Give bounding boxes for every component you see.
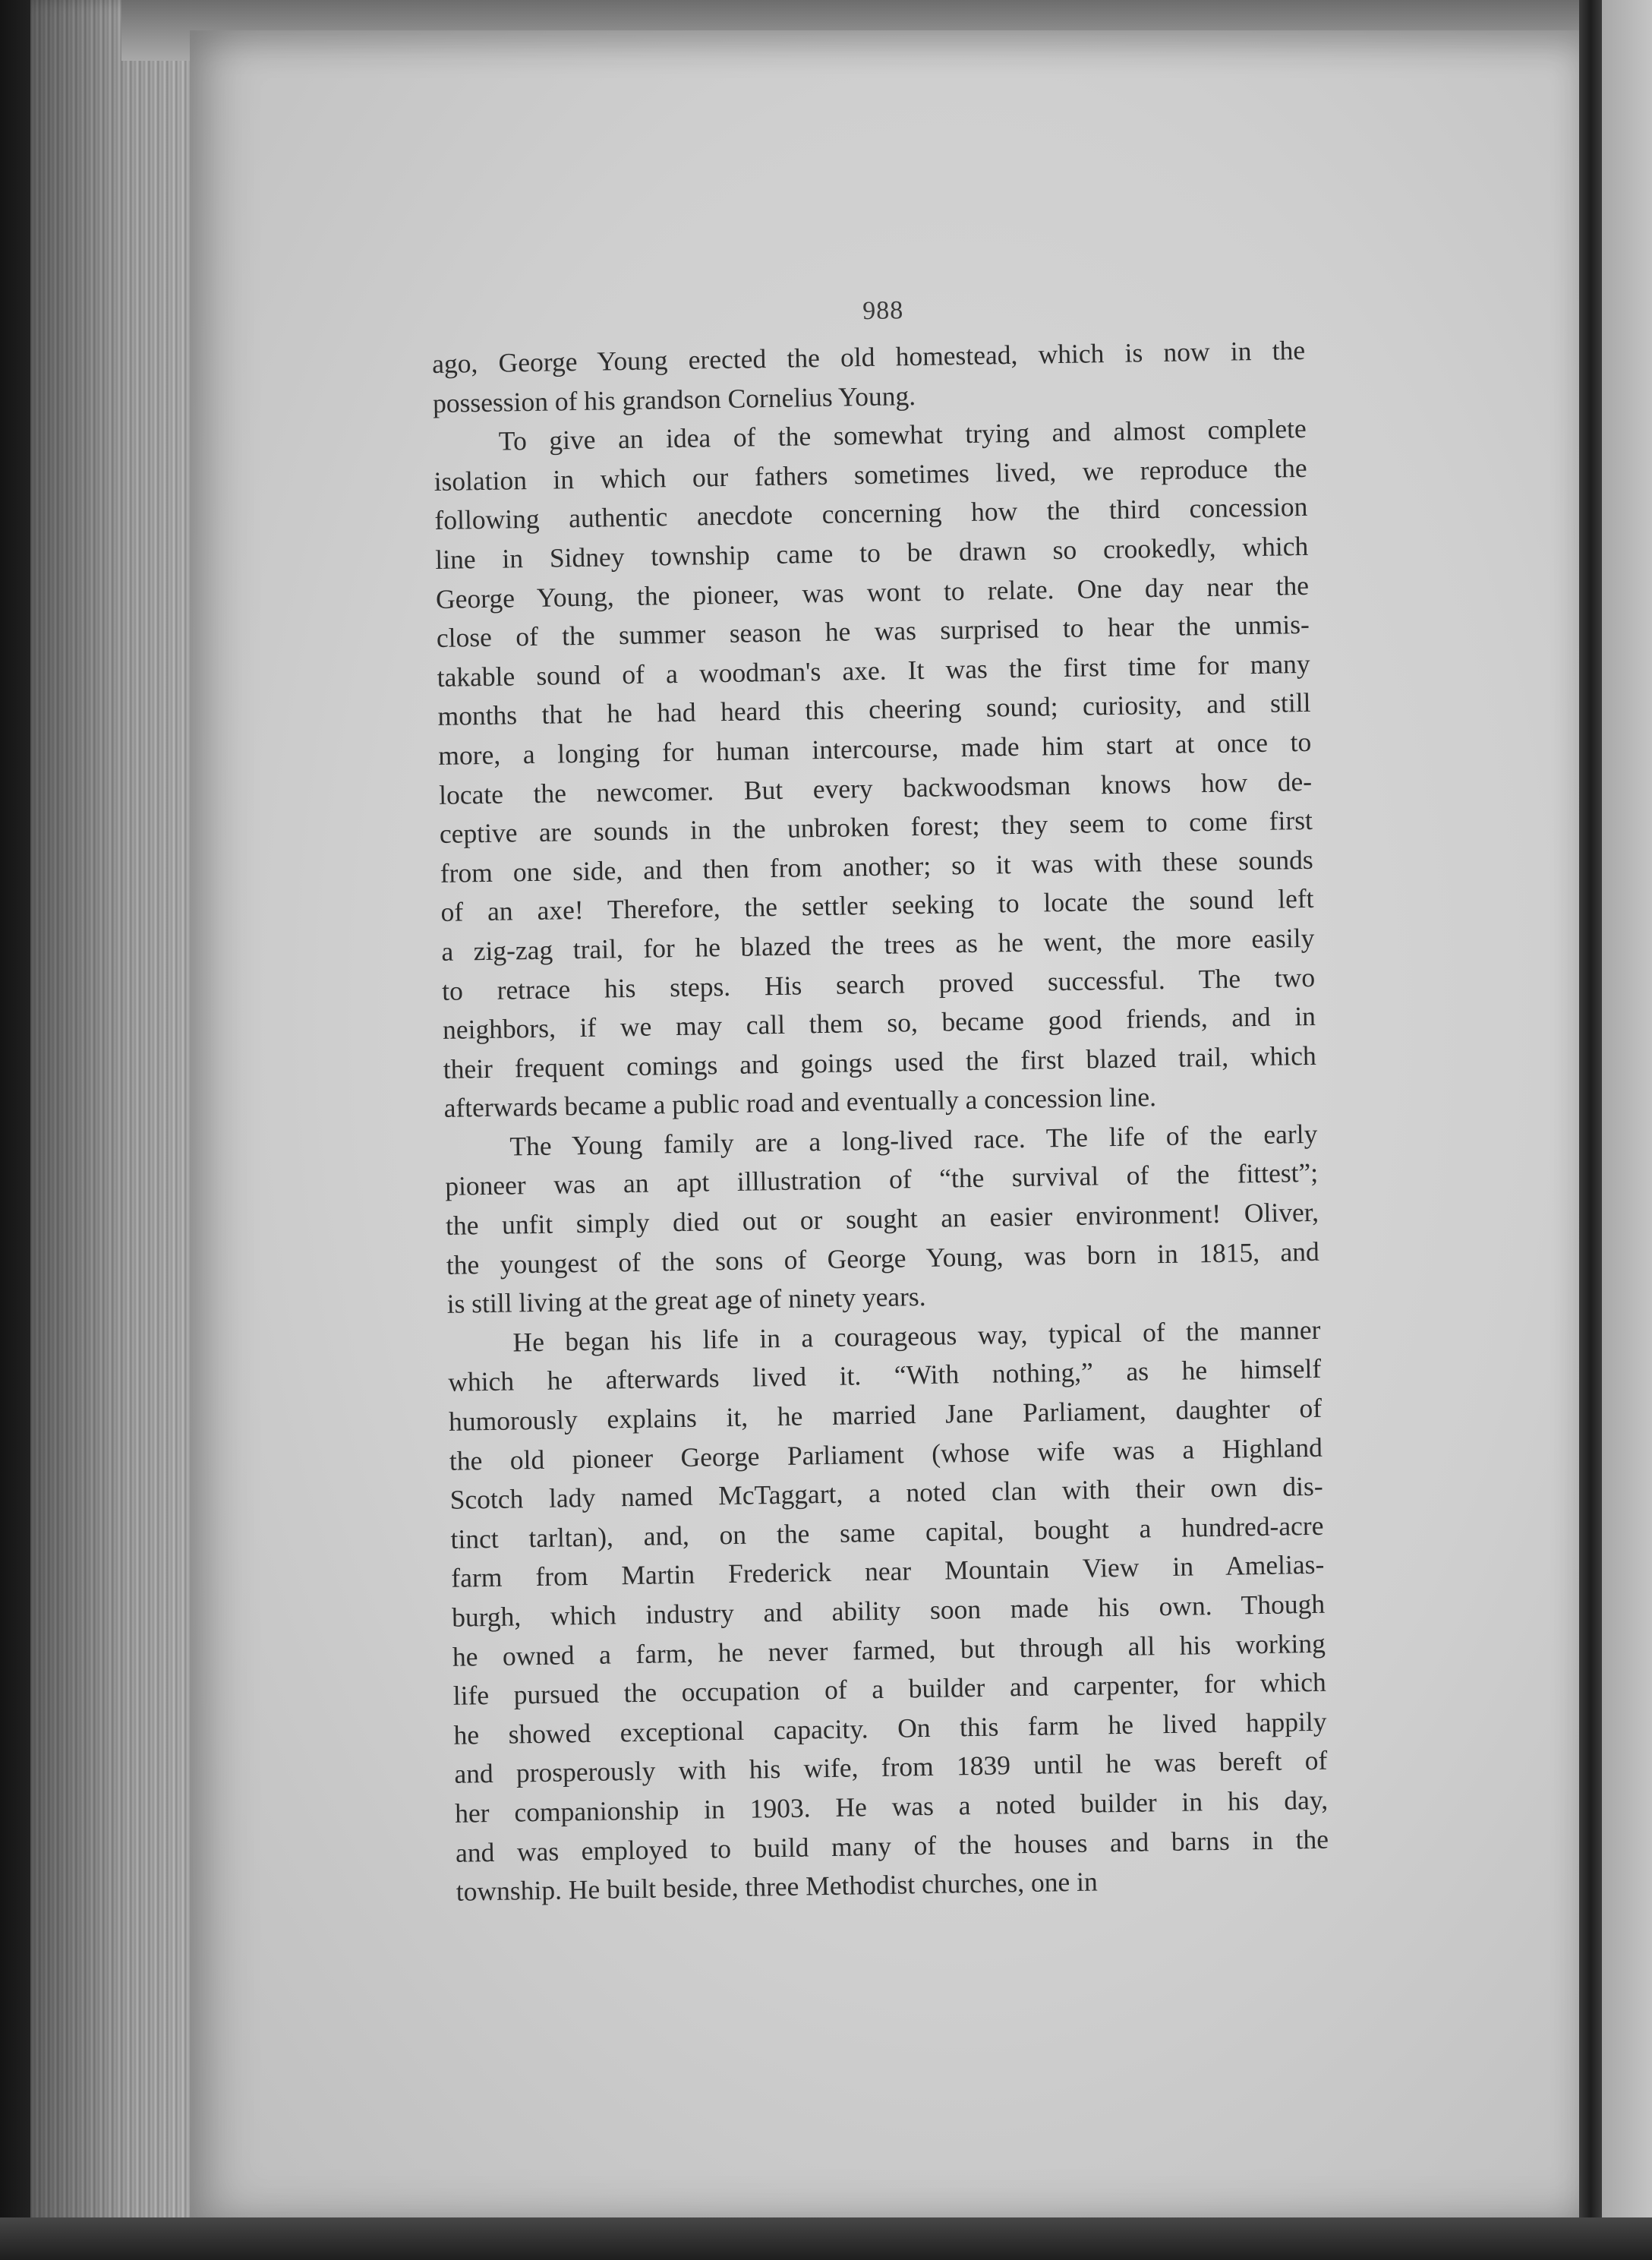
text-line: the old pioneer George Parliament (whose wife was a Highland (449, 1431, 1323, 1476)
paragraph (447, 1311, 1329, 1912)
paragraph (444, 1115, 1320, 1324)
text-line: Scotch lady named McTaggart, a noted clan with their own dis- (449, 1470, 1323, 1516)
paragraph (432, 331, 1306, 423)
text-line: close of the summer season he was surprised to hear the unmis- (436, 609, 1310, 654)
text-line: possession of his grandson Cornelius Young. (432, 380, 916, 418)
text-line: neighbors, if we may call them so, became good friends, and in (442, 1000, 1316, 1045)
text-line: isolation in which our fathers sometimes lived, we reproduce the (433, 452, 1307, 497)
text-line: to retrace his steps. His search proved successful. The two (441, 961, 1316, 1006)
text-line: following authentic anecdote concerning how the third concession (434, 491, 1308, 536)
text-line: their frequent comings and goings used the first blazed trail, which (443, 1040, 1317, 1084)
text-line: tinct tarltan), and, on the same capital, bought a hundred-acre (450, 1510, 1324, 1555)
bottom-shadow (0, 2217, 1652, 2260)
text-line: a zig-zag trail, for he blazed the trees as he went, the more easily (441, 922, 1315, 967)
text-line: from one side, and then from another; so it was with these sounds (440, 844, 1313, 889)
text-line: which he afterwards lived it. “With nothing,” as he himself (447, 1353, 1322, 1398)
text-line: burgh, which industry and ability soon made his own. Though (451, 1588, 1326, 1633)
paragraphs-container (432, 331, 1329, 1912)
facing-page-edge (1602, 0, 1652, 2260)
text-line: afterwards became a public road and eventually a concession line. (443, 1081, 1157, 1124)
text-line: her companionship in 1903. He was a noted builder in his day, (454, 1784, 1329, 1829)
text-line: he owned a farm, he never farmed, but through all his working (452, 1627, 1326, 1672)
paragraph (433, 409, 1316, 1128)
text-line: He began his life in a courageous way, typical of the manner (512, 1314, 1321, 1358)
text-line: and prosperously with his wife, from 1839 until he was bereft of (454, 1745, 1328, 1790)
text-line: farm from Martin Frederick near Mountain View in Amelias- (451, 1549, 1325, 1594)
text-line: is still living at the great age of ninety years. (446, 1281, 926, 1320)
text-line: more, a longing for human intercourse, made him start at once to (438, 726, 1312, 771)
text-line: he showed exceptional capacity. On this farm he lived happily (453, 1706, 1327, 1750)
text-line: township. He built beside, three Methodist churches, one in (456, 1866, 1098, 1907)
text-line: the youngest of the sons of George Young, was born in 1815, and (446, 1236, 1320, 1280)
text-line: George Young, the pioneer, was wont to relate. One day near the (435, 570, 1310, 614)
page-text-block (431, 290, 1329, 1912)
text-line: humorously explains it, he married Jane Parliament, daughter of (448, 1392, 1323, 1437)
book-gutter (1579, 0, 1602, 2260)
text-line: ago, George Young erected the old homestead, which is now in the (431, 334, 1306, 379)
text-line: To give an idea of the somewhat trying and almost complete (498, 413, 1307, 456)
text-line: locate the newcomer. But every backwoodsman knows how de- (438, 765, 1313, 810)
text-line: life pursued the occupation of a builder and carpenter, for which (452, 1666, 1326, 1711)
text-line: of an axe! Therefore, the settler seeking to locate the sound left (440, 883, 1314, 928)
text-line: takable sound of a woodman's axe. It was the first time for many (437, 648, 1310, 693)
text-line: pioneer was an apt illlustration of “the survival of the fittest”; (444, 1157, 1319, 1202)
text-line: ceptive are sounds in the unbroken forest; they seem to come first (439, 804, 1313, 850)
text-line: line in Sidney township came to be drawn so crookedly, which (434, 530, 1309, 575)
text-line: the unfit simply died out or sought an easier environment! Oliver, (445, 1196, 1319, 1241)
text-line: and was employed to build many of the houses and barns in the (455, 1823, 1329, 1868)
text-line: The Young family are a long-lived race. The life of the early (509, 1118, 1318, 1162)
text-line: months that he had heard this cheering sound; curiosity, and still (437, 687, 1311, 732)
page-number: 988 (862, 296, 904, 326)
